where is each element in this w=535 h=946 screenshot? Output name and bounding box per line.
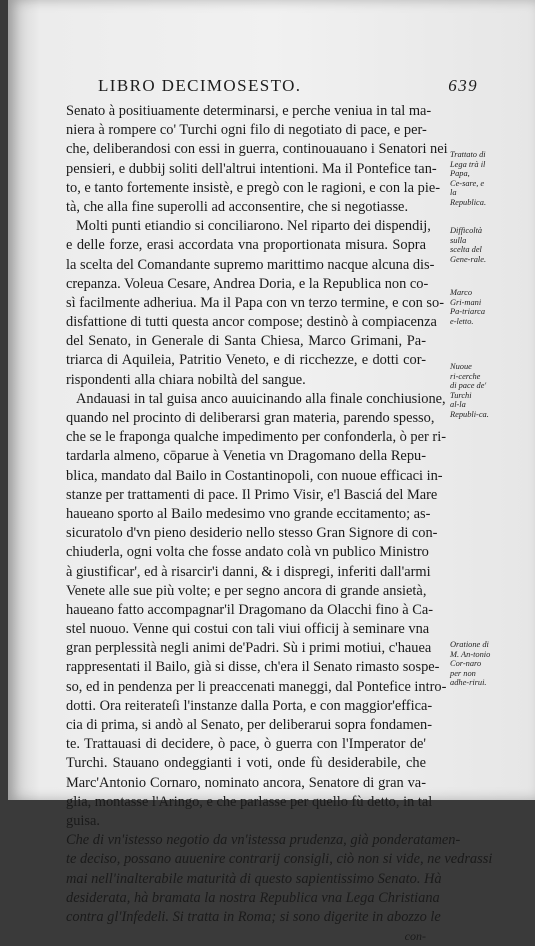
text-line: dotti. Ora reiterateſi l'instanze dalla Porta, e con maggior'effica- xyxy=(66,697,433,714)
oration-line: mai nell'inalterabile maturità di questo sapientissimo Senato. Hà xyxy=(66,870,442,887)
book-page xyxy=(8,0,535,944)
text-line: Marc'Antonio Cornaro, nominato ancora, Senatore di gran va- xyxy=(66,774,426,791)
text-line: rappresentati il Bailo, già si disse, ch'era il Senato rimasto sospe- xyxy=(66,659,440,676)
text-line: tardarla almeno, cōparue à Venetia vn Dragomano della Repu- xyxy=(66,448,426,465)
text-line: Turchi. Stauano ondeggianti i voti, onde fù desiderabile, che xyxy=(66,755,426,772)
text-line: so, ed in pendenza per li preaccenati maneggi, dal Pontefice intro- xyxy=(66,678,447,695)
text-line: crepanza. Voleua Cesare, Andrea Doria, e la Republica non co- xyxy=(66,275,429,292)
text-line: gran perplessità negli animi de'Padri. Sù i primi motiui, c'haueа xyxy=(66,640,432,657)
text-line: to, e tanto fortemente insistè, e pregò con le ragioni, e con la pie- xyxy=(66,179,441,196)
text-line: pensieri, e dubbij soliti dell'altrui intentioni. Ma il Pontefice tan- xyxy=(66,160,437,177)
text-line: stanze per trattamenti di pace. Il Primo Visir, e'l Basciá del Mare xyxy=(66,486,438,503)
text-line: disfattione di tutti questa ancor compose; destinò à compiacenza xyxy=(66,314,437,331)
marginal-note: Difficoltà sulla scelta del Gene-rale. xyxy=(450,226,487,264)
text-line: Molti punti etiandio si conciliarono. Nel riparto dei dispendij, xyxy=(76,218,431,235)
text-line: tà, che alla fine superolli ad acconsentire, che si negotiasse. xyxy=(66,198,409,215)
text-line: Andauasi in tal guisa anco auuicinando alla finale conchiusione, xyxy=(76,390,446,407)
marginal-note: Nuoue ri-cerche di pace de' Turchi al-la Republi-ca. xyxy=(450,362,489,419)
text-line: triarca di Aquileia, Patritio Veneto, e di ricchezze, e dotti cor- xyxy=(66,352,426,369)
oration-line: contra gl'Infedeli. Si tratta in Roma; si sono digerite in abozzo le xyxy=(66,908,441,925)
marginal-note: Marco Gri-mani Pa-triarca e-letto. xyxy=(450,288,486,326)
text-line: sicuratolo d'vn pieno desiderio nello stesso Gran Signore di con- xyxy=(66,525,438,542)
text-line: la scelta del Comandante supremo marittimo nacque alcuna dis- xyxy=(66,256,435,273)
oration-line: desiderata, hà bramata la nostra Republica vna Lega Christiana xyxy=(66,889,440,906)
marginal-note: Oratione di M. An-tonio Cor-naro per non adhe-rirui. xyxy=(450,640,491,688)
text-line: cia di prima, si andò al Senato, per deliberarui sopra fondamen- xyxy=(66,717,433,733)
text-line: rispondenti alla chiara nobiltà del sangue. xyxy=(66,371,306,388)
oration-line: te deciso, possano auuenire contrarij consigli, ciò non si vide, ne vedrassi xyxy=(66,851,493,868)
text-line: e delle forze, erasi accordata vna proportionata misura. Sopra xyxy=(66,237,426,254)
oration-line: Che di vn'istesso negotio da vn'istessa prudenza, già ponderatamen- xyxy=(66,832,461,849)
text-line: che se le fraponga qualche impedimento per confonderla, ò per ri- xyxy=(66,429,446,446)
running-header xyxy=(98,76,478,98)
text-line: haueano fatto accompagnar'il Dragomano da Olacchi fino à Ca- xyxy=(66,601,433,618)
text-line: à giustificar', ed à risarcir'i danni, & i dispregi, inferiti dall'armi xyxy=(66,563,431,580)
text-line: stel nuouo. Venne qui costui con tali viui officij à seminare vna xyxy=(66,621,430,638)
text-line: quando nel procinto di deliberarsi gran materia, parendo spesso, xyxy=(66,410,435,426)
text-line: sì facilmente adheriua. Ma il Papa con vn terzo termine, e con so- xyxy=(66,294,445,311)
catchword: con- xyxy=(404,929,426,944)
text-line: blica, mandato dal Bailo in Costantinopoli, con nuoue efficaci in- xyxy=(66,467,443,484)
text-line: Senato à positiuamente determinarsi, e perche veniua in tal ma- xyxy=(66,103,432,119)
running-title: LIBRO DECIMOSESTO. xyxy=(98,76,302,95)
marginal-note: Trattato di Lega trà il Papa, Ce-sare, e la Republica. xyxy=(450,150,487,207)
text-line: glia, montasse l'Aringo, e che parlasse per quello fù detto, in tal xyxy=(66,793,433,810)
text-line: te. Trattauasi di decidere, ò pace, ò guerra con l'Imperator de' xyxy=(66,736,426,753)
text-line: chiuderla, ogni volta che fosse andato colà vn publico Ministro xyxy=(66,544,429,561)
text-line: niera à rompere co' Turchi ogni filo di negotiato di pace, e per- xyxy=(66,122,427,139)
text-line: che, deliberandosi con essi in guerra, continouauano i Senatori nei xyxy=(66,141,448,158)
text-line: del Senato, in Generale di Santa Chiesa, Marco Grimani, Pa- xyxy=(66,333,426,350)
page-number: 639 xyxy=(448,76,478,95)
text-line: guisa. xyxy=(66,812,100,829)
text-line: Venete alle sue più volte; e per segno ancora di grande ansietà, xyxy=(66,582,427,599)
text-line: haueano sporto al Bailo medesimo vno grande eccitamento; as- xyxy=(66,505,431,522)
